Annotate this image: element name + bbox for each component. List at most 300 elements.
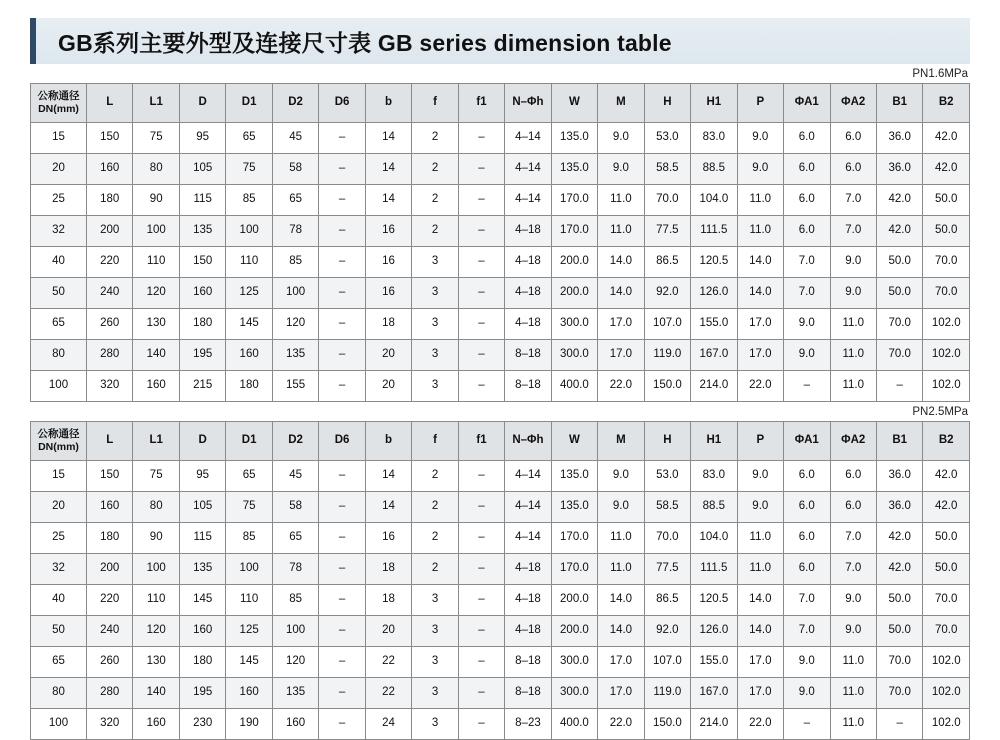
column-header-phi-a2: ΦA2: [830, 84, 876, 123]
cell-d6: –: [319, 647, 365, 678]
column-header-d2: D2: [272, 422, 318, 461]
column-header-h: H: [644, 422, 690, 461]
table-row: [31, 247, 970, 278]
cell-d6: –: [319, 216, 365, 247]
cell-d6: –: [319, 523, 365, 554]
cell-h: 58.5: [644, 154, 690, 185]
cell-h: 86.5: [644, 585, 690, 616]
cell-d1: 160: [226, 340, 272, 371]
cell-f1: –: [458, 709, 504, 740]
cell-phi-a2: 11.0: [830, 678, 876, 709]
cell-l: 280: [87, 678, 133, 709]
cell-b2: 102.0: [923, 371, 970, 402]
cell-l1: 130: [133, 309, 179, 340]
cell-d2: 45: [272, 123, 318, 154]
cell-dn: 100: [31, 371, 87, 402]
cell-w: 300.0: [551, 340, 597, 371]
cell-f1: –: [458, 616, 504, 647]
cell-d6: –: [319, 154, 365, 185]
cell-h: 58.5: [644, 492, 690, 523]
cell-d1: 85: [226, 523, 272, 554]
cell-f: 2: [412, 461, 458, 492]
cell-d1: 85: [226, 185, 272, 216]
cell-d1: 125: [226, 278, 272, 309]
cell-d2: 155: [272, 371, 318, 402]
cell-f: 2: [412, 216, 458, 247]
cell-dn: 100: [31, 709, 87, 740]
cell-d: 135: [179, 554, 225, 585]
cell-d2: 45: [272, 461, 318, 492]
cell-p: 14.0: [737, 278, 783, 309]
cell-phi-a1: 9.0: [784, 309, 830, 340]
cell-b2: 42.0: [923, 461, 970, 492]
table-header-pn16: [31, 84, 970, 123]
column-header-b1: B1: [876, 422, 922, 461]
cell-d6: –: [319, 371, 365, 402]
cell-dn: 25: [31, 185, 87, 216]
cell-h1: 155.0: [691, 309, 737, 340]
cell-dn: 40: [31, 585, 87, 616]
cell-b2: 42.0: [923, 123, 970, 154]
cell-w: 135.0: [551, 154, 597, 185]
cell-d6: –: [319, 461, 365, 492]
cell-b2: 70.0: [923, 247, 970, 278]
column-header-phi-a2: ΦA2: [830, 422, 876, 461]
cell-d1: 110: [226, 247, 272, 278]
cell-d1: 110: [226, 585, 272, 616]
column-header-d: D: [179, 422, 225, 461]
cell-m: 11.0: [598, 216, 644, 247]
cell-b: 16: [365, 247, 411, 278]
cell-p: 14.0: [737, 247, 783, 278]
cell-phi-a2: 11.0: [830, 340, 876, 371]
cell-phi-a1: 7.0: [784, 278, 830, 309]
cell-w: 200.0: [551, 278, 597, 309]
cell-f: 3: [412, 585, 458, 616]
cell-phi-a1: 6.0: [784, 523, 830, 554]
cell-phi-a1: 9.0: [784, 340, 830, 371]
cell-h1: 126.0: [691, 278, 737, 309]
cell-phi-a2: 6.0: [830, 123, 876, 154]
cell-f: 2: [412, 154, 458, 185]
cell-d: 115: [179, 185, 225, 216]
cell-d1: 145: [226, 647, 272, 678]
cell-b: 16: [365, 523, 411, 554]
cell-h: 119.0: [644, 678, 690, 709]
cell-h: 70.0: [644, 185, 690, 216]
cell-b: 20: [365, 340, 411, 371]
cell-b: 18: [365, 585, 411, 616]
cell-d: 115: [179, 523, 225, 554]
cell-h: 53.0: [644, 461, 690, 492]
cell-p: 22.0: [737, 371, 783, 402]
column-header-d6: D6: [319, 422, 365, 461]
cell-d2: 135: [272, 340, 318, 371]
cell-d6: –: [319, 247, 365, 278]
cell-n-phi-h: 4–18: [505, 616, 551, 647]
table-row: [31, 123, 970, 154]
cell-n-phi-h: 8–18: [505, 647, 551, 678]
cell-l1: 75: [133, 461, 179, 492]
page-title-bar: [30, 18, 970, 64]
cell-phi-a2: 9.0: [830, 247, 876, 278]
cell-d6: –: [319, 554, 365, 585]
column-header-phi-a1: ΦA1: [784, 422, 830, 461]
column-header-m: M: [598, 84, 644, 123]
cell-f1: –: [458, 247, 504, 278]
cell-b2: 70.0: [923, 278, 970, 309]
cell-l1: 120: [133, 278, 179, 309]
column-header-f1: f1: [458, 422, 504, 461]
cell-d: 230: [179, 709, 225, 740]
cell-phi-a2: 7.0: [830, 216, 876, 247]
cell-d: 160: [179, 278, 225, 309]
column-header-p: P: [737, 422, 783, 461]
cell-phi-a2: 7.0: [830, 523, 876, 554]
column-header-b: b: [365, 422, 411, 461]
column-header-d6: D6: [319, 84, 365, 123]
cell-d: 95: [179, 123, 225, 154]
table-row: [31, 185, 970, 216]
cell-n-phi-h: 4–14: [505, 154, 551, 185]
column-header-l1: L1: [133, 422, 179, 461]
cell-l: 180: [87, 523, 133, 554]
cell-d: 180: [179, 309, 225, 340]
cell-f: 3: [412, 247, 458, 278]
cell-l1: 110: [133, 247, 179, 278]
cell-l1: 80: [133, 154, 179, 185]
cell-f1: –: [458, 154, 504, 185]
cell-f: 2: [412, 185, 458, 216]
cell-b1: 42.0: [876, 523, 922, 554]
cell-p: 11.0: [737, 523, 783, 554]
cell-w: 200.0: [551, 247, 597, 278]
table-row: [31, 340, 970, 371]
cell-b1: 36.0: [876, 154, 922, 185]
cell-h1: 83.0: [691, 123, 737, 154]
cell-d1: 65: [226, 461, 272, 492]
cell-h1: 104.0: [691, 523, 737, 554]
cell-b2: 102.0: [923, 709, 970, 740]
cell-p: 17.0: [737, 309, 783, 340]
cell-n-phi-h: 8–23: [505, 709, 551, 740]
cell-l1: 140: [133, 340, 179, 371]
cell-phi-a1: 6.0: [784, 216, 830, 247]
cell-l: 200: [87, 554, 133, 585]
cell-l: 220: [87, 585, 133, 616]
cell-phi-a1: 9.0: [784, 647, 830, 678]
table-row: [31, 554, 970, 585]
column-header-d1: D1: [226, 422, 272, 461]
cell-n-phi-h: 4–14: [505, 492, 551, 523]
cell-h1: 214.0: [691, 709, 737, 740]
cell-b2: 50.0: [923, 554, 970, 585]
cell-b: 22: [365, 647, 411, 678]
cell-d1: 180: [226, 371, 272, 402]
cell-phi-a1: –: [784, 371, 830, 402]
cell-b: 14: [365, 123, 411, 154]
dimension-table-pn16: [30, 83, 970, 402]
cell-b1: 42.0: [876, 554, 922, 585]
cell-dn: 32: [31, 554, 87, 585]
cell-w: 200.0: [551, 585, 597, 616]
column-header-m: M: [598, 422, 644, 461]
table-row: [31, 585, 970, 616]
cell-m: 17.0: [598, 340, 644, 371]
cell-p: 17.0: [737, 340, 783, 371]
cell-d6: –: [319, 309, 365, 340]
cell-f: 2: [412, 123, 458, 154]
cell-phi-a1: 6.0: [784, 185, 830, 216]
column-header-f: f: [412, 422, 458, 461]
cell-b2: 50.0: [923, 523, 970, 554]
cell-d1: 75: [226, 154, 272, 185]
cell-l: 320: [87, 709, 133, 740]
cell-l: 240: [87, 616, 133, 647]
cell-b1: –: [876, 709, 922, 740]
cell-p: 9.0: [737, 123, 783, 154]
cell-m: 11.0: [598, 523, 644, 554]
cell-d6: –: [319, 278, 365, 309]
table-row: [31, 309, 970, 340]
cell-w: 170.0: [551, 554, 597, 585]
cell-f1: –: [458, 492, 504, 523]
cell-b1: 36.0: [876, 461, 922, 492]
column-header-b1: B1: [876, 84, 922, 123]
cell-n-phi-h: 4–14: [505, 185, 551, 216]
cell-b1: 36.0: [876, 123, 922, 154]
column-header-d: D: [179, 84, 225, 123]
cell-f1: –: [458, 523, 504, 554]
cell-m: 9.0: [598, 461, 644, 492]
cell-dn: 50: [31, 278, 87, 309]
cell-l1: 160: [133, 709, 179, 740]
cell-p: 9.0: [737, 492, 783, 523]
cell-dn: 32: [31, 216, 87, 247]
cell-l1: 90: [133, 523, 179, 554]
cell-b1: 50.0: [876, 585, 922, 616]
cell-phi-a2: 11.0: [830, 647, 876, 678]
document-page: [0, 18, 1000, 730]
cell-w: 400.0: [551, 709, 597, 740]
cell-h1: 88.5: [691, 154, 737, 185]
cell-phi-a1: 7.0: [784, 247, 830, 278]
cell-b: 22: [365, 678, 411, 709]
cell-h: 77.5: [644, 554, 690, 585]
cell-dn: 15: [31, 461, 87, 492]
cell-b1: –: [876, 371, 922, 402]
cell-n-phi-h: 8–18: [505, 340, 551, 371]
cell-b2: 102.0: [923, 309, 970, 340]
cell-d6: –: [319, 616, 365, 647]
cell-b: 20: [365, 616, 411, 647]
cell-d6: –: [319, 340, 365, 371]
cell-h1: 111.5: [691, 554, 737, 585]
cell-l: 160: [87, 154, 133, 185]
cell-d6: –: [319, 123, 365, 154]
cell-n-phi-h: 4–18: [505, 309, 551, 340]
cell-b2: 50.0: [923, 185, 970, 216]
cell-phi-a1: 6.0: [784, 554, 830, 585]
cell-h1: 111.5: [691, 216, 737, 247]
table-row: [31, 523, 970, 554]
cell-w: 135.0: [551, 123, 597, 154]
column-header-dn: 公称通径 DN(mm): [31, 422, 87, 461]
cell-b1: 42.0: [876, 216, 922, 247]
cell-d2: 120: [272, 647, 318, 678]
cell-d2: 100: [272, 616, 318, 647]
column-header-n-phi-h: N–Φh: [505, 84, 551, 123]
cell-phi-a2: 11.0: [830, 371, 876, 402]
cell-m: 14.0: [598, 278, 644, 309]
cell-phi-a2: 9.0: [830, 616, 876, 647]
cell-n-phi-h: 4–18: [505, 554, 551, 585]
cell-h1: 104.0: [691, 185, 737, 216]
cell-phi-a2: 6.0: [830, 461, 876, 492]
cell-dn: 25: [31, 523, 87, 554]
cell-p: 9.0: [737, 154, 783, 185]
cell-b2: 42.0: [923, 154, 970, 185]
table-row: [31, 647, 970, 678]
cell-phi-a1: 6.0: [784, 461, 830, 492]
cell-dn: 80: [31, 340, 87, 371]
cell-dn: 65: [31, 647, 87, 678]
table-row: [31, 154, 970, 185]
column-header-n-phi-h: N–Φh: [505, 422, 551, 461]
column-header-w: W: [551, 84, 597, 123]
cell-f: 2: [412, 554, 458, 585]
cell-b1: 50.0: [876, 247, 922, 278]
column-header-dn: 公称通径 DN(mm): [31, 84, 87, 123]
cell-phi-a2: 7.0: [830, 554, 876, 585]
cell-phi-a2: 6.0: [830, 154, 876, 185]
column-header-l: L: [87, 84, 133, 123]
cell-f: 2: [412, 523, 458, 554]
cell-n-phi-h: 4–18: [505, 278, 551, 309]
cell-d1: 65: [226, 123, 272, 154]
cell-f1: –: [458, 309, 504, 340]
table-row: [31, 616, 970, 647]
cell-f1: –: [458, 585, 504, 616]
cell-b: 20: [365, 371, 411, 402]
cell-d1: 100: [226, 554, 272, 585]
cell-b: 18: [365, 309, 411, 340]
cell-d1: 145: [226, 309, 272, 340]
cell-d: 105: [179, 492, 225, 523]
column-header-p: P: [737, 84, 783, 123]
cell-f1: –: [458, 123, 504, 154]
cell-l: 260: [87, 309, 133, 340]
cell-m: 9.0: [598, 154, 644, 185]
column-header-h1: H1: [691, 84, 737, 123]
cell-h: 92.0: [644, 616, 690, 647]
cell-d2: 65: [272, 185, 318, 216]
cell-dn: 15: [31, 123, 87, 154]
table-row: [31, 216, 970, 247]
cell-n-phi-h: 4–14: [505, 461, 551, 492]
cell-p: 11.0: [737, 216, 783, 247]
cell-d: 150: [179, 247, 225, 278]
cell-f1: –: [458, 216, 504, 247]
cell-b2: 50.0: [923, 216, 970, 247]
cell-phi-a1: –: [784, 709, 830, 740]
table-row: [31, 709, 970, 740]
column-header-h: H: [644, 84, 690, 123]
cell-phi-a2: 9.0: [830, 585, 876, 616]
cell-dn: 20: [31, 492, 87, 523]
column-header-phi-a1: ΦA1: [784, 84, 830, 123]
cell-m: 9.0: [598, 492, 644, 523]
cell-m: 17.0: [598, 309, 644, 340]
cell-h: 53.0: [644, 123, 690, 154]
cell-w: 135.0: [551, 461, 597, 492]
cell-b: 14: [365, 461, 411, 492]
cell-n-phi-h: 8–18: [505, 678, 551, 709]
cell-f: 3: [412, 678, 458, 709]
column-header-d1: D1: [226, 84, 272, 123]
cell-f1: –: [458, 278, 504, 309]
cell-d2: 85: [272, 585, 318, 616]
cell-f: 3: [412, 371, 458, 402]
cell-l1: 110: [133, 585, 179, 616]
cell-l: 150: [87, 123, 133, 154]
cell-d2: 78: [272, 554, 318, 585]
cell-h: 150.0: [644, 709, 690, 740]
column-header-b2: B2: [923, 84, 970, 123]
column-header-f1: f1: [458, 84, 504, 123]
cell-d: 215: [179, 371, 225, 402]
cell-f: 3: [412, 340, 458, 371]
table-header-row: [31, 422, 970, 461]
column-header-w: W: [551, 422, 597, 461]
dimension-table-pn25: [30, 421, 970, 740]
cell-f: 3: [412, 309, 458, 340]
cell-d1: 75: [226, 492, 272, 523]
cell-h: 86.5: [644, 247, 690, 278]
cell-b1: 36.0: [876, 492, 922, 523]
cell-n-phi-h: 4–18: [505, 247, 551, 278]
cell-dn: 65: [31, 309, 87, 340]
cell-h1: 88.5: [691, 492, 737, 523]
pressure-label-2: PN2.5MPa: [912, 406, 968, 418]
cell-l: 220: [87, 247, 133, 278]
cell-d2: 58: [272, 492, 318, 523]
cell-phi-a2: 6.0: [830, 492, 876, 523]
cell-dn: 50: [31, 616, 87, 647]
cell-l1: 80: [133, 492, 179, 523]
cell-l1: 100: [133, 216, 179, 247]
cell-d1: 160: [226, 678, 272, 709]
cell-l: 150: [87, 461, 133, 492]
cell-p: 11.0: [737, 185, 783, 216]
cell-b1: 70.0: [876, 340, 922, 371]
cell-l1: 100: [133, 554, 179, 585]
table-row: [31, 492, 970, 523]
cell-l1: 120: [133, 616, 179, 647]
cell-n-phi-h: 4–18: [505, 216, 551, 247]
cell-phi-a1: 9.0: [784, 678, 830, 709]
cell-phi-a2: 11.0: [830, 309, 876, 340]
cell-m: 22.0: [598, 709, 644, 740]
cell-b2: 102.0: [923, 340, 970, 371]
cell-phi-a2: 7.0: [830, 185, 876, 216]
cell-d6: –: [319, 492, 365, 523]
cell-d2: 65: [272, 523, 318, 554]
cell-d6: –: [319, 709, 365, 740]
cell-phi-a1: 7.0: [784, 616, 830, 647]
cell-m: 17.0: [598, 647, 644, 678]
cell-phi-a2: 11.0: [830, 709, 876, 740]
